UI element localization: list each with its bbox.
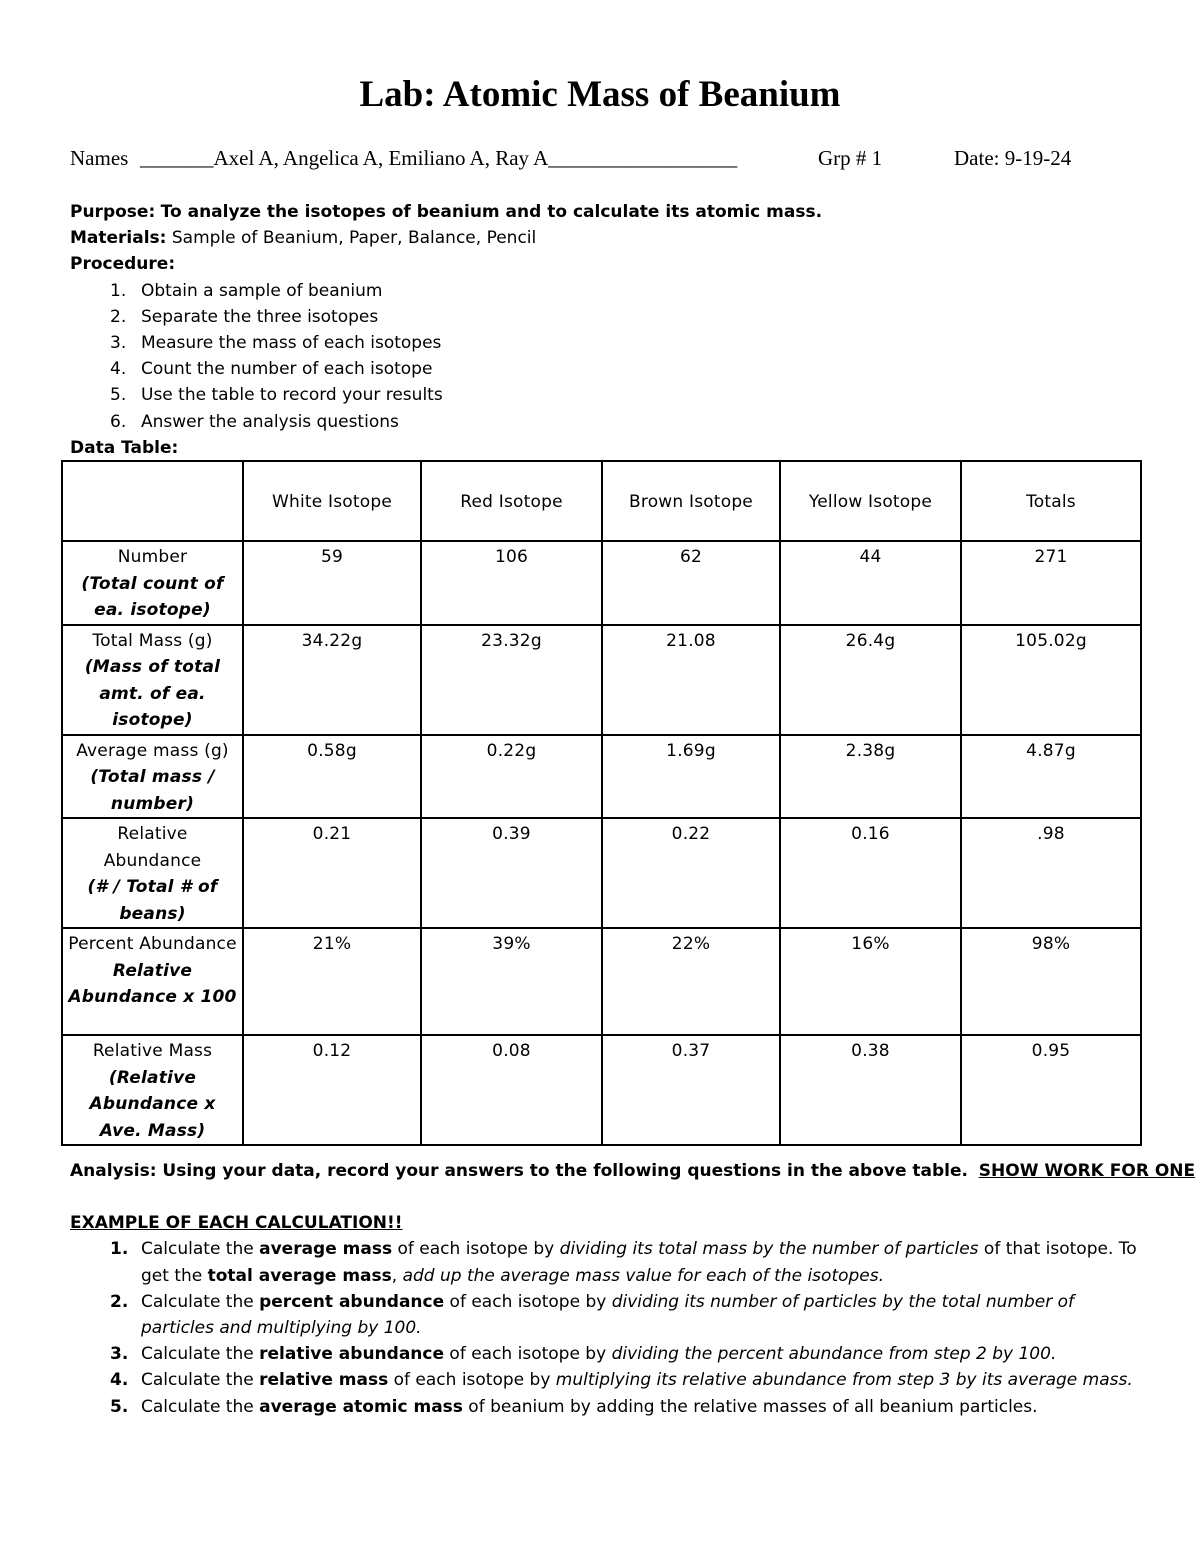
names-value: _______Axel A, Angelica A, Emiliano A, Ray A__________________ — [140, 146, 738, 170]
analysis-item-text: dividing its number of particles by the total number of particles and multiplying by 100. — [141, 1291, 1075, 1339]
row-header — [62, 541, 243, 625]
show-work-note: SHOW WORK FOR ONE — [978, 1161, 1196, 1181]
analysis-item-text: multiplying its relative abundance from step 3 by its average mass. — [555, 1370, 1133, 1391]
table-cell: 16% — [780, 928, 961, 1035]
procedure-step-text: Separate the three isotopes — [141, 306, 379, 327]
row-header-formula: (Total mass / number) — [90, 767, 215, 814]
table-cell: 0.95 — [961, 1035, 1141, 1145]
page-title: Lab: Atomic Mass of Beanium — [359, 74, 841, 115]
row-header — [62, 928, 243, 1035]
table-cell: 0.37 — [602, 1035, 780, 1145]
procedure-step-number: 6. — [110, 411, 127, 432]
procedure-list — [70, 278, 1150, 435]
analysis-item-text: of that isotope. To get the — [141, 1239, 1137, 1286]
row-header-label: Relative Mass — [92, 1041, 213, 1061]
row-header-label: Total Mass (g) — [92, 630, 213, 651]
analysis-item-text: of each isotope by — [444, 1344, 612, 1365]
analysis-item-text: Calculate the — [141, 1370, 260, 1391]
analysis-item-text: relative abundance — [259, 1344, 445, 1365]
table-cell: 34.22g — [243, 625, 421, 735]
table-cell: 23.32g — [421, 625, 602, 735]
table-cell: 0.39 — [421, 818, 602, 928]
procedure-step — [70, 330, 1150, 356]
procedure-step-number: 1. — [110, 280, 127, 301]
analysis-item — [70, 1236, 1150, 1288]
procedure-step-text: Answer the analysis questions — [141, 411, 399, 432]
table-cell: 0.58g — [243, 735, 421, 819]
table-corner-cell — [62, 461, 243, 541]
table-cell: 0.22 — [602, 818, 780, 928]
analysis-intro — [70, 1158, 1196, 1184]
names-line — [70, 144, 1130, 172]
row-header — [62, 735, 243, 819]
analysis-item-text: add up the average mass value for each of the isotopes. — [402, 1265, 885, 1286]
purpose-text: To analyze the isotopes of beanium and to calculate its atomic mass. — [160, 202, 823, 222]
purpose-line — [70, 199, 1150, 225]
analysis-item-text: Calculate the — [141, 1239, 260, 1260]
row-header — [62, 1035, 243, 1145]
analysis-section — [70, 1158, 1196, 1420]
procedure-step — [70, 304, 1150, 330]
spacer — [70, 1184, 1150, 1210]
row-header-formula: Relative Abundance x 100 — [68, 960, 237, 1007]
table-cell: 0.08 — [421, 1035, 602, 1145]
procedure-step — [70, 278, 1150, 304]
table-cell: 271 — [961, 541, 1141, 625]
analysis-item-text: relative mass — [259, 1370, 389, 1391]
procedure-step-number: 4. — [110, 359, 127, 380]
analysis-item-text: Calculate the — [141, 1291, 260, 1312]
procedure-step — [70, 409, 1150, 435]
table-cell: 106 — [421, 541, 602, 625]
table-row — [62, 625, 1141, 735]
procedure-label: Procedure: — [70, 254, 176, 275]
table-cell: 2.38g — [780, 735, 961, 819]
procedure-step-number: 2. — [110, 306, 127, 327]
data-table — [61, 460, 1142, 1146]
show-work-note-cont: EXAMPLE OF EACH CALCULATION!! — [70, 1213, 403, 1234]
row-header-formula: (Total count of ea. isotope) — [81, 573, 224, 620]
table-cell: 105.02g — [961, 625, 1141, 735]
table-header-row — [62, 461, 1141, 541]
procedure-step-text: Count the number of each isotope — [141, 359, 433, 380]
analysis-item-text: of each isotope by — [392, 1239, 560, 1260]
materials-label: Materials: — [70, 228, 167, 249]
analysis-item-number: 3. — [110, 1344, 129, 1365]
analysis-item — [70, 1367, 1150, 1393]
table-cell: 26.4g — [780, 625, 961, 735]
table-cell: 59 — [243, 541, 421, 625]
row-header-label: Percent Abundance — [68, 934, 237, 954]
table-cell: 4.87g — [961, 735, 1141, 819]
table-cell: 21.08 — [602, 625, 780, 735]
materials-text: Sample of Beanium, Paper, Balance, Pencil — [171, 228, 537, 249]
group-number: Grp # 1 — [818, 146, 883, 170]
procedure-step-number: 3. — [110, 333, 127, 354]
procedure-step — [70, 356, 1150, 382]
names-label: Names — [70, 146, 129, 170]
purpose-label: Purpose: — [70, 202, 156, 222]
table-cell: .98 — [961, 818, 1141, 928]
analysis-item-number: 4. — [110, 1370, 129, 1391]
table-cell: 44 — [780, 541, 961, 625]
analysis-item-text: dividing the percent abundance from step 2 by 100. — [611, 1344, 1057, 1365]
table-row — [62, 1035, 1141, 1145]
table-cell: 22% — [602, 928, 780, 1035]
analysis-item-text: total average mass — [207, 1265, 392, 1286]
materials-line — [70, 225, 1150, 251]
procedure-step — [70, 382, 1150, 408]
analysis-item-text: average atomic mass — [259, 1396, 463, 1417]
analysis-item-text: dividing its total mass by the number of particles — [559, 1239, 979, 1260]
analysis-item-text: percent abundance — [259, 1291, 445, 1312]
table-cell: 39% — [421, 928, 602, 1035]
column-header: White Isotope — [243, 461, 421, 541]
column-header: Brown Isotope — [602, 461, 780, 541]
table-row — [62, 541, 1141, 625]
row-header-label: Relative Abundance — [103, 824, 202, 871]
analysis-item-number: 2. — [110, 1291, 129, 1312]
row-header-label: Number — [117, 547, 188, 567]
analysis-item-text: Calculate the — [141, 1344, 260, 1365]
analysis-item — [70, 1289, 1150, 1341]
lab-intro — [70, 199, 1150, 461]
analysis-item-number: 1. — [110, 1239, 129, 1260]
row-header-formula: (Mass of total amt. of ea. isotope) — [84, 657, 221, 730]
table-cell: 0.21 — [243, 818, 421, 928]
analysis-list — [70, 1236, 1150, 1419]
table-cell: 0.12 — [243, 1035, 421, 1145]
row-header-formula: (Relative Abundance x Ave. Mass) — [89, 1067, 216, 1141]
analysis-intro-text: Analysis: Using your data, record your answers to the following questions in the above table. — [70, 1161, 968, 1181]
analysis-item-text: Calculate the — [141, 1396, 260, 1417]
table-cell: 98% — [961, 928, 1141, 1035]
table-row — [62, 928, 1141, 1035]
analysis-item-text: of each isotope by — [388, 1370, 556, 1391]
row-header-label: Average mass (g) — [76, 740, 229, 761]
table-cell: 21% — [243, 928, 421, 1035]
table-row — [62, 818, 1141, 928]
column-header: Yellow Isotope — [780, 461, 961, 541]
table-cell: 0.16 — [780, 818, 961, 928]
data-table-label: Data Table: — [70, 437, 179, 458]
row-header — [62, 625, 243, 735]
row-header — [62, 818, 243, 928]
table-row — [62, 735, 1141, 819]
analysis-item-text: , — [391, 1265, 403, 1286]
analysis-item-text: of beanium by adding the relative masses of all beanium particles. — [462, 1396, 1038, 1417]
column-header: Totals — [961, 461, 1141, 541]
analysis-item — [70, 1341, 1150, 1367]
procedure-step-text: Use the table to record your results — [141, 385, 443, 406]
date-field: Date: 9-19-24 — [954, 146, 1072, 170]
row-header-formula: (# / Total # of beans) — [87, 877, 218, 924]
procedure-step-text: Obtain a sample of beanium — [141, 280, 383, 301]
analysis-item-number: 5. — [110, 1396, 129, 1417]
table-body — [62, 541, 1141, 1145]
table-cell: 62 — [602, 541, 780, 625]
column-header: Red Isotope — [421, 461, 602, 541]
procedure-step-text: Measure the mass of each isotopes — [141, 333, 442, 354]
procedure-step-number: 5. — [110, 385, 127, 406]
analysis-item-text: average mass — [259, 1239, 393, 1260]
analysis-item — [70, 1394, 1150, 1420]
table-cell: 0.38 — [780, 1035, 961, 1145]
analysis-item-text: of each isotope by — [444, 1291, 612, 1312]
table-cell: 1.69g — [602, 735, 780, 819]
table-cell: 0.22g — [421, 735, 602, 819]
